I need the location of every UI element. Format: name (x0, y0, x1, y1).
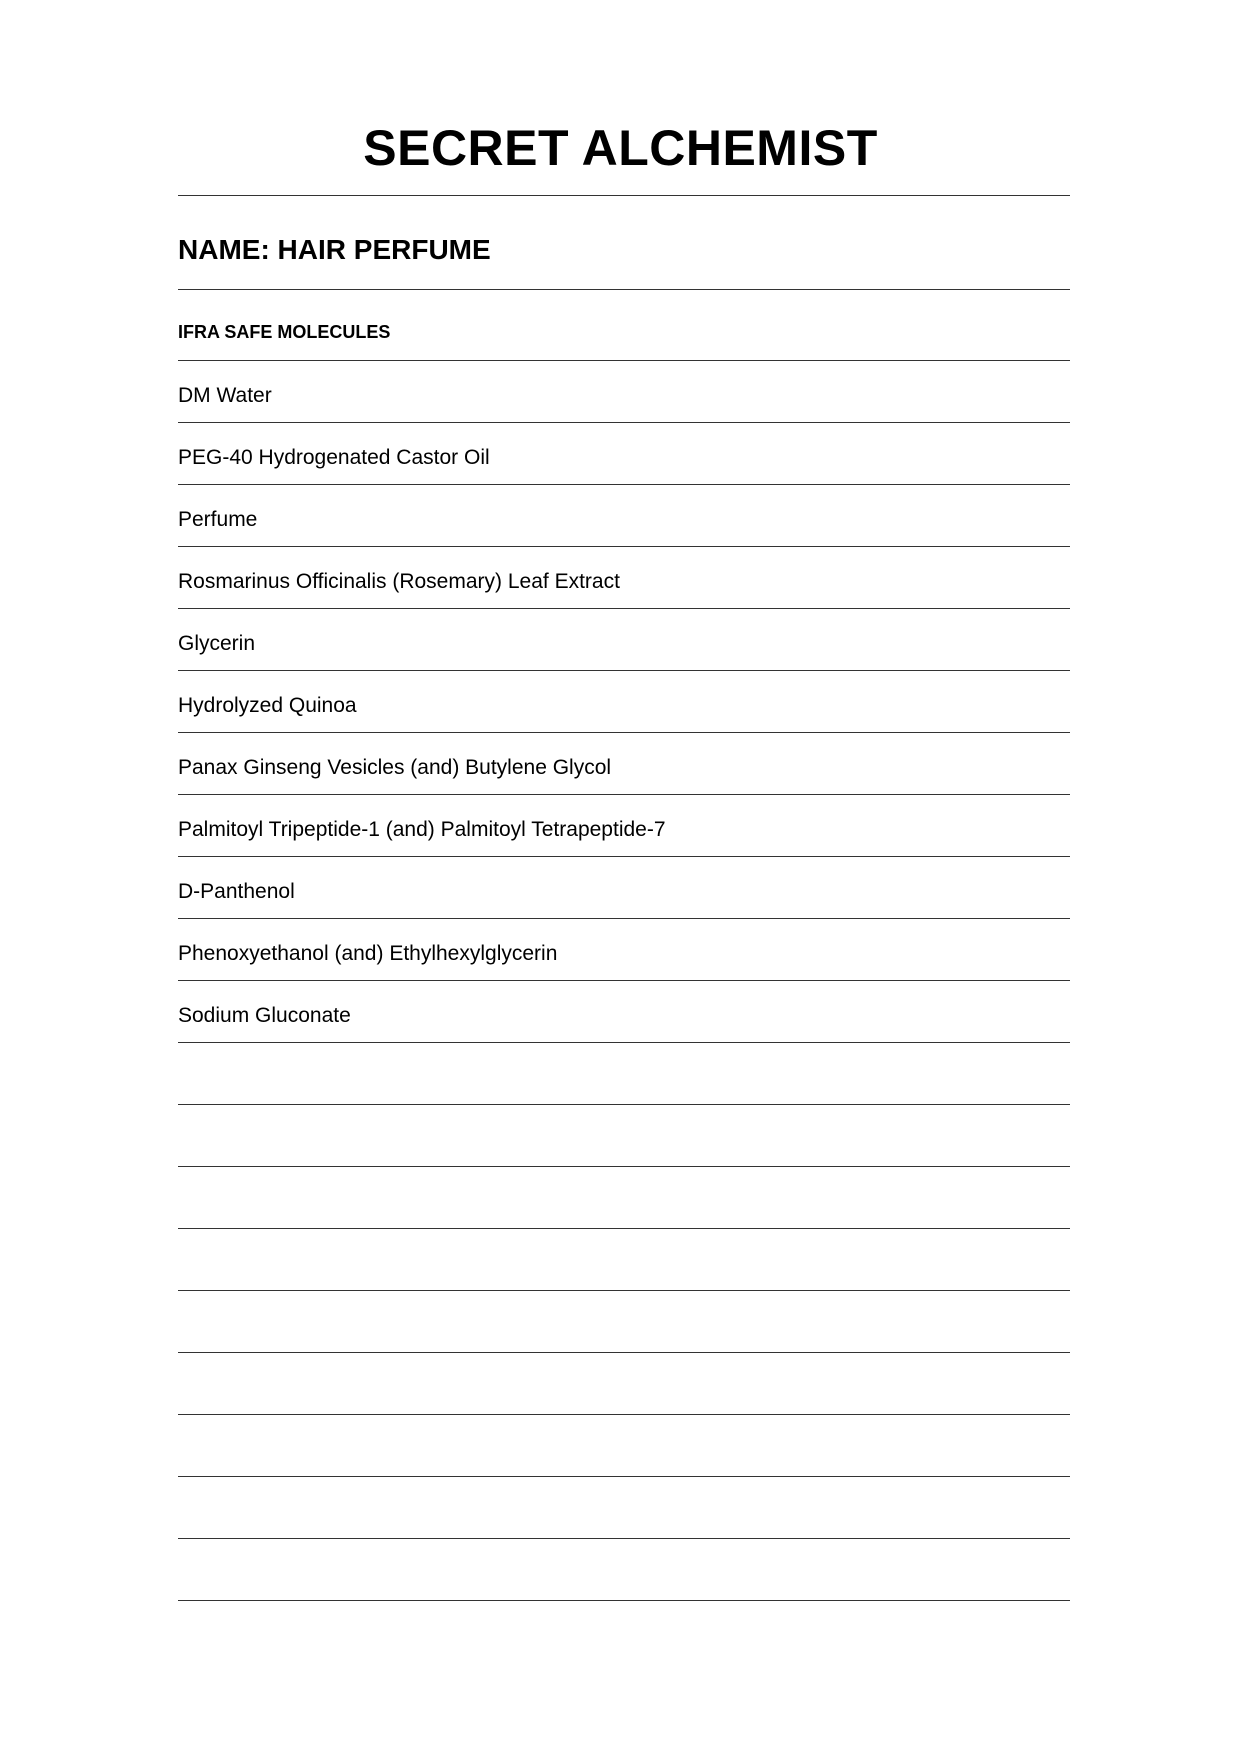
name-label: NAME: (178, 234, 270, 265)
title-divider (178, 195, 1070, 196)
row-divider (178, 980, 1070, 981)
row-divider (178, 1042, 1070, 1043)
section-heading: IFRA SAFE MOLECULES (178, 322, 391, 342)
row-divider (178, 422, 1070, 423)
row-divider (178, 608, 1070, 609)
empty-row-divider (178, 1166, 1070, 1167)
empty-row-divider (178, 1414, 1070, 1415)
empty-row-divider (178, 1228, 1070, 1229)
document-title: SECRET ALCHEMIST (363, 120, 878, 176)
empty-row-divider (178, 1290, 1070, 1291)
row-divider (178, 484, 1070, 485)
ingredient-row: Rosmarinus Officinalis (Rosemary) Leaf Extract (178, 570, 620, 593)
empty-row-divider (178, 1476, 1070, 1477)
ingredient-row: Glycerin (178, 632, 256, 655)
ingredient-row: Palmitoyl Tripeptide-1 (and) Palmitoyl Tetrapeptide-7 (178, 818, 666, 841)
ingredient-row: Sodium Gluconate (178, 1004, 351, 1027)
ingredient-row: Perfume (178, 508, 258, 531)
row-divider (178, 918, 1070, 919)
section-divider (178, 360, 1070, 361)
ingredient-row: Phenoxyethanol (and) Ethylhexylglycerin (178, 942, 558, 965)
empty-row-divider (178, 1538, 1070, 1539)
ingredient-row: D-Panthenol (178, 880, 295, 903)
name-divider (178, 289, 1070, 290)
empty-row-divider (178, 1352, 1070, 1353)
product-name (178, 233, 491, 267)
ingredient-row: DM Water (178, 384, 272, 407)
row-divider (178, 794, 1070, 795)
ingredient-row: Panax Ginseng Vesicles (and) Butylene Glycol (178, 756, 612, 779)
row-divider (178, 546, 1070, 547)
empty-row-divider (178, 1600, 1070, 1601)
ingredient-row: PEG-40 Hydrogenated Castor Oil (178, 446, 490, 469)
row-divider (178, 856, 1070, 857)
row-divider (178, 670, 1070, 671)
ingredient-row: Hydrolyzed Quinoa (178, 694, 357, 717)
empty-row-divider (178, 1104, 1070, 1105)
name-value: HAIR PERFUME (277, 234, 491, 265)
row-divider (178, 732, 1070, 733)
